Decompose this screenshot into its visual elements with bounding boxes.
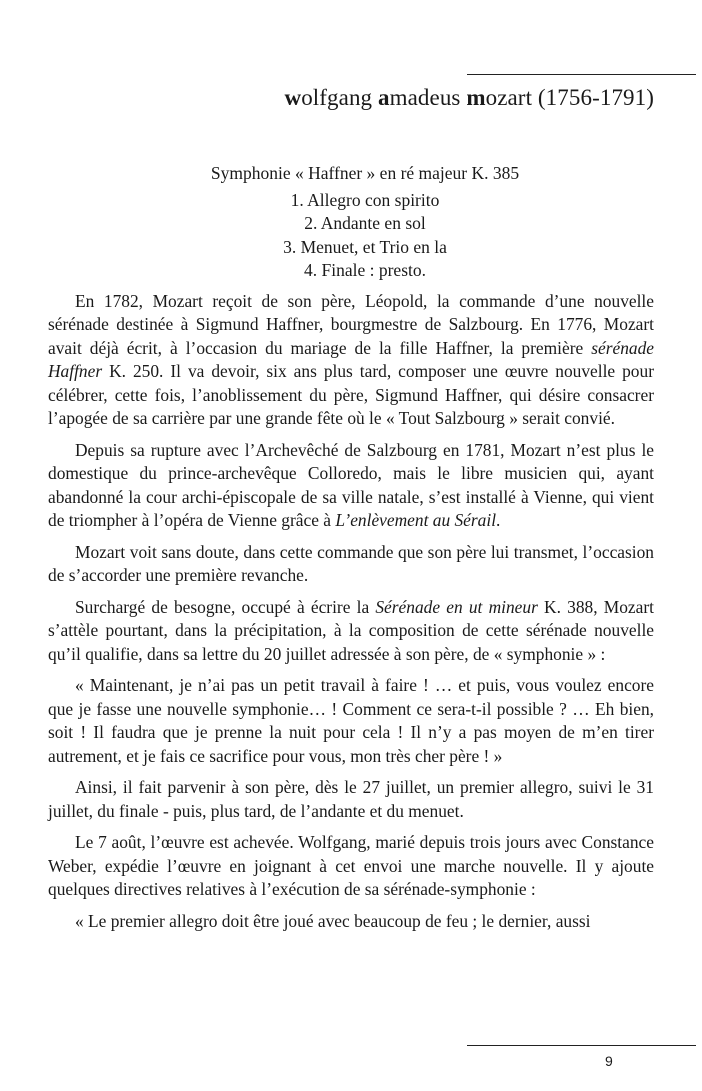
text-run: Mozart voit sans doute, dans cette commande que son père lui transmet, l’occasion de s’accorder une première revanche.	[48, 541, 654, 586]
paragraph	[48, 541, 654, 588]
composer-name-part: ozart	[485, 85, 538, 110]
italic-title: sérénade Haffner	[48, 337, 654, 382]
composer-dates: (1756-1791)	[537, 85, 654, 110]
text-run: « Maintenant, je n’ai pas un petit travail à faire ! … et puis, vous voulez encore que je fasse une nouvelle symphonie… ! Comment ce sera-t-il possible ? … Eh bien, soit ! Il faudra que je prenne la nuit pour cela ! Il n’y a pas moyen de m’en tirer autrement, et je fais ce sacrifice pour vous, mon très cher père ! »	[48, 675, 654, 766]
text-run: .	[496, 509, 501, 530]
composer-heading	[284, 85, 654, 111]
text-run: « Le premier allegro doit être joué avec beaucoup de feu ; le dernier, aussi	[75, 910, 591, 931]
footer-rule	[467, 1045, 696, 1046]
italic-title: Sérénade en ut mineur	[375, 596, 538, 617]
composer-initial: a	[378, 85, 390, 110]
page-number: 9	[605, 1053, 613, 1069]
symphony-title: Symphonie « Haffner » en ré majeur K. 385	[210, 163, 520, 183]
text-run: Ainsi, il fait parvenir à son père, dès le 27 juillet, un premier allegro, suivi le 31 juillet, du finale - puis, plus tard, de l’andante et du menuet.	[48, 777, 654, 821]
paragraph	[48, 674, 654, 768]
paragraph	[48, 776, 654, 823]
header-rule	[467, 74, 696, 75]
text-run: Surchargé de besogne, occupé à écrire la	[75, 596, 376, 617]
text-run: Le 7 août, l’œuvre est achevée. Wolfgang, marié depuis trois jours avec Constance Weber, expédie l’œuvre en joignant à cet envoi une marche nouvelle. Il y ajoute quelques directives relatives à l’exécution de sa sérénade-symphonie :	[48, 832, 654, 900]
italic-title: L’enlèvement au Sérail	[335, 509, 497, 530]
text-run: En 1782, Mozart reçoit de son père, Léopold, la commande d’une nouvelle sérénade destinée à Sigmund Haffner, bourgmestre de Salzbourg. En 1776, Mozart avait déjà écrit, à l’occasion du mariage de la fille Haffner, la première	[48, 291, 654, 358]
composer-name-part: olfgang	[301, 85, 378, 110]
paragraph	[48, 596, 654, 666]
paragraph	[48, 831, 654, 901]
composer-initial: w	[284, 85, 302, 110]
movement-item: 2. Andante en sol	[304, 213, 426, 234]
paragraph	[48, 439, 654, 533]
paragraph	[48, 290, 654, 430]
movement-item: 3. Menuet, et Trio en la	[283, 236, 447, 257]
movement-item: 4. Finale : presto.	[304, 259, 426, 280]
text-run: K. 250. Il va devoir, six ans plus tard, composer une œuvre nouvelle pour célébrer, cette fois, l’anoblissement du père, Sigmund Haffner, qui désire consacrer l’apogée de sa carrière par une grande fête où le « Tout Salzbourg » serait convié.	[48, 361, 654, 429]
text-run: K. 388, Mozart s’attèle pourtant, dans la précipitation, à la composition de cette sérénade nouvelle qu’il qualifie, dans sa lettre du 20 juillet adressée à son père, de « symphonie » :	[48, 596, 654, 664]
composer-name-part: madeus	[389, 85, 467, 110]
paragraph	[48, 910, 654, 933]
movement-item: 1. Allegro con spirito	[290, 190, 440, 210]
composer-name	[284, 85, 537, 110]
composer-initial: m	[466, 85, 486, 110]
body-text	[48, 290, 654, 942]
text-run: Depuis sa rupture avec l’Archevêché de Salzbourg en 1781, Mozart n’est plus le domestique du prince-archevêque Colloredo, mais le libre musicien qui, ayant abandonné la cour archi-épiscopale de sa ville natale, s’est installé à Vienne, qui vient de triompher à l’opéra de Vienne grâce à	[48, 439, 654, 530]
movement-list	[0, 189, 702, 282]
